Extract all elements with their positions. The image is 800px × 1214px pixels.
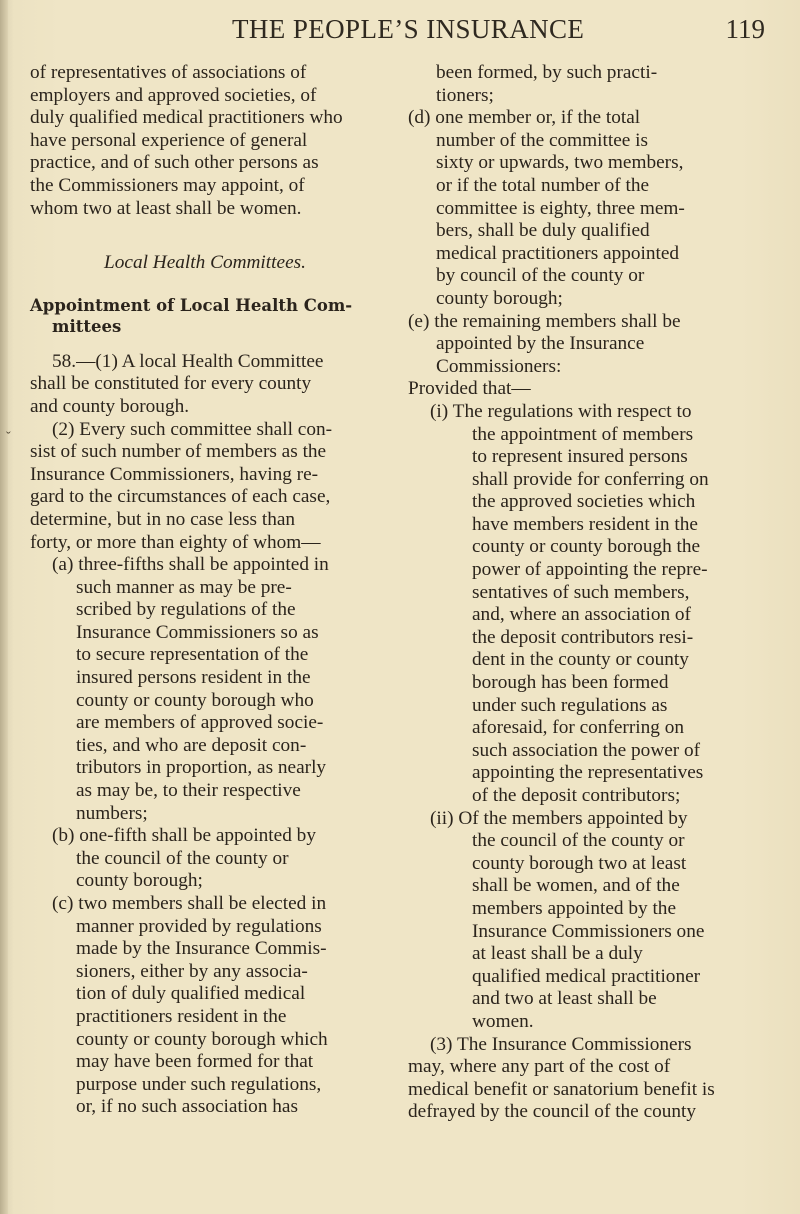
text-line: of the deposit contributors; (472, 785, 681, 806)
text-line: to represent insured persons (472, 446, 688, 468)
text-line: county or county borough the (472, 536, 701, 558)
text-line: (e) the remaining members shall be (408, 310, 681, 332)
text-line: of representatives of associations of (30, 62, 307, 83)
text-line: aforesaid, for conferring on (472, 717, 684, 739)
running-head (0, 14, 800, 48)
text-line: appointed by the Insurance (436, 333, 645, 355)
text-line: sentatives of such members, (472, 581, 690, 603)
text-line: purpose under such regulations, (76, 1073, 322, 1095)
text-line: (c) two members shall be elected in (52, 893, 327, 914)
text-line: may have been formed for that (76, 1051, 314, 1073)
text-line: tributors in proportion, as nearly (76, 757, 327, 779)
text-line: county borough; (76, 870, 203, 892)
text-line: sist of such number of members as the (30, 441, 327, 463)
text-line: duly qualified medical practitioners who (30, 107, 343, 129)
text-line: determine, but in no case less than (30, 508, 296, 530)
text-line: insured persons resident in the (76, 667, 311, 689)
text-line: county borough two at least (472, 852, 687, 874)
text-line: sioners, either by any associa- (76, 960, 308, 982)
text-line: scribed by regulations of the (76, 599, 296, 621)
text-line: bers, shall be duly qualified (436, 220, 650, 242)
text-line: county or county borough who (76, 689, 314, 711)
text-line: such association the power of (472, 739, 701, 761)
text-line: number of the committee is (436, 129, 649, 151)
text-line: medical benefit or sanatorium benefit is (408, 1078, 715, 1100)
text-line: manner provided by regulations (76, 915, 322, 937)
paragraph-3 (408, 1034, 774, 1124)
paragraph-58-2 (30, 419, 380, 555)
text-line: defrayed by the council of the county (408, 1101, 697, 1123)
running-head-title: THE PEOPLE’S INSURANCE (232, 14, 585, 44)
text-line: may, where any part of the cost of (408, 1056, 671, 1078)
text-line: as may be, to their respective (76, 780, 301, 802)
text-line: such manner as may be pre- (76, 576, 292, 598)
text-line: (i) The regulations with respect to (430, 400, 692, 422)
text-line: numbers; (76, 802, 148, 824)
text-line: been formed, by such practi- (436, 62, 658, 83)
text-line: and county borough. (30, 395, 190, 417)
text-line: the council of the county or (472, 830, 685, 852)
item-c-continued (408, 62, 774, 107)
text-line: (b) one-fifth shall be appointed by (52, 825, 316, 847)
text-line: Insurance Commissioners so as (76, 621, 319, 643)
section-heading: Local Health Committees. (104, 252, 306, 274)
intro-paragraph (30, 62, 380, 220)
text-line: made by the Insurance Commis- (76, 938, 327, 960)
text-line: county or county borough which (76, 1028, 328, 1050)
text-line: under such regulations as (472, 694, 668, 716)
side-heading-line: mittees (52, 316, 122, 336)
text-line: (d) one member or, if the total (408, 107, 641, 129)
text-line: or, if no such association has (76, 1096, 298, 1118)
text-line: (2) Every such committee shall con- (52, 418, 333, 440)
page-gutter-edge (0, 0, 8, 1214)
text-line: practice, and of such other persons as (30, 152, 319, 174)
text-line: tioners; (436, 84, 494, 106)
text-line: the council of the county or (76, 847, 289, 869)
proviso-ii (408, 808, 774, 1034)
text-line: qualified medical practitioner (472, 965, 701, 987)
text-line: and two at least shall be (472, 988, 657, 1010)
page-number: 119 (725, 14, 765, 44)
text-line: the appointment of members (472, 423, 694, 445)
text-line: whom two at least shall be women. (30, 197, 302, 219)
item-b (30, 825, 380, 893)
text-line: at least shall be a duly (472, 943, 643, 965)
provided-that: Provided that— (408, 378, 531, 400)
item-a (30, 554, 380, 825)
text-line: (ii) Of the members appointed by (430, 807, 688, 829)
text-line: gard to the circumstances of each case, (30, 486, 331, 508)
text-line: are members of approved socie- (76, 712, 324, 734)
text-line: Insurance Commissioners, having re- (30, 463, 319, 485)
text-line: the Commissioners may appoint, of (30, 174, 305, 196)
text-line: ties, and who are deposit con- (76, 734, 307, 756)
text-line: or if the total number of the (436, 174, 650, 196)
text-line: sixty or upwards, two members, (436, 152, 684, 174)
right-column (408, 62, 774, 1124)
left-column (30, 62, 380, 1119)
text-line: (3) The Insurance Commissioners (430, 1033, 692, 1055)
proviso-i (408, 401, 774, 808)
text-line: have personal experience of general (30, 129, 308, 151)
text-line: by council of the county or (436, 265, 645, 287)
text-line: employers and approved societies, of (30, 84, 317, 106)
text-line: practitioners resident in the (76, 1005, 287, 1027)
text-line: women. (472, 1010, 534, 1032)
text-line: appointing the representatives (472, 762, 704, 784)
text-line: dent in the county or county (472, 649, 689, 671)
item-d (408, 107, 774, 310)
text-line: the approved societies which (472, 491, 696, 513)
text-line: shall be constituted for every county (30, 373, 312, 395)
text-line: members appointed by the (472, 897, 677, 919)
text-line: borough has been formed (472, 672, 669, 694)
text-line: power of appointing the repre- (472, 559, 708, 581)
text-line: to secure representation of the (76, 644, 309, 666)
text-line: medical practitioners appointed (436, 242, 680, 264)
text-line: shall provide for conferring on (472, 468, 709, 490)
margin-mark: ˇ (6, 430, 11, 445)
text-line: (a) three-fifths shall be appointed in (52, 554, 329, 576)
text-line: tion of duly qualified medical (76, 983, 306, 1005)
text-line: the deposit contributors resi- (472, 626, 694, 648)
text-line: forty, or more than eighty of whom— (30, 531, 321, 553)
text-line: and, where an association of (472, 604, 691, 626)
side-heading (30, 295, 380, 337)
text-line: have members resident in the (472, 513, 698, 535)
text-line: county borough; (436, 287, 563, 309)
paragraph-58-1 (30, 351, 380, 419)
side-heading-line: Appointment of Local Health Com- (30, 295, 353, 315)
text-line: shall be women, and of the (472, 875, 680, 897)
text-line: 58.—(1) A local Health Committee (52, 350, 324, 372)
text-line: committee is eighty, three mem- (436, 197, 685, 219)
text-line: Commissioners: (436, 355, 562, 377)
item-e (408, 311, 774, 379)
item-c (30, 893, 380, 1119)
text-line: Insurance Commissioners one (472, 920, 705, 942)
